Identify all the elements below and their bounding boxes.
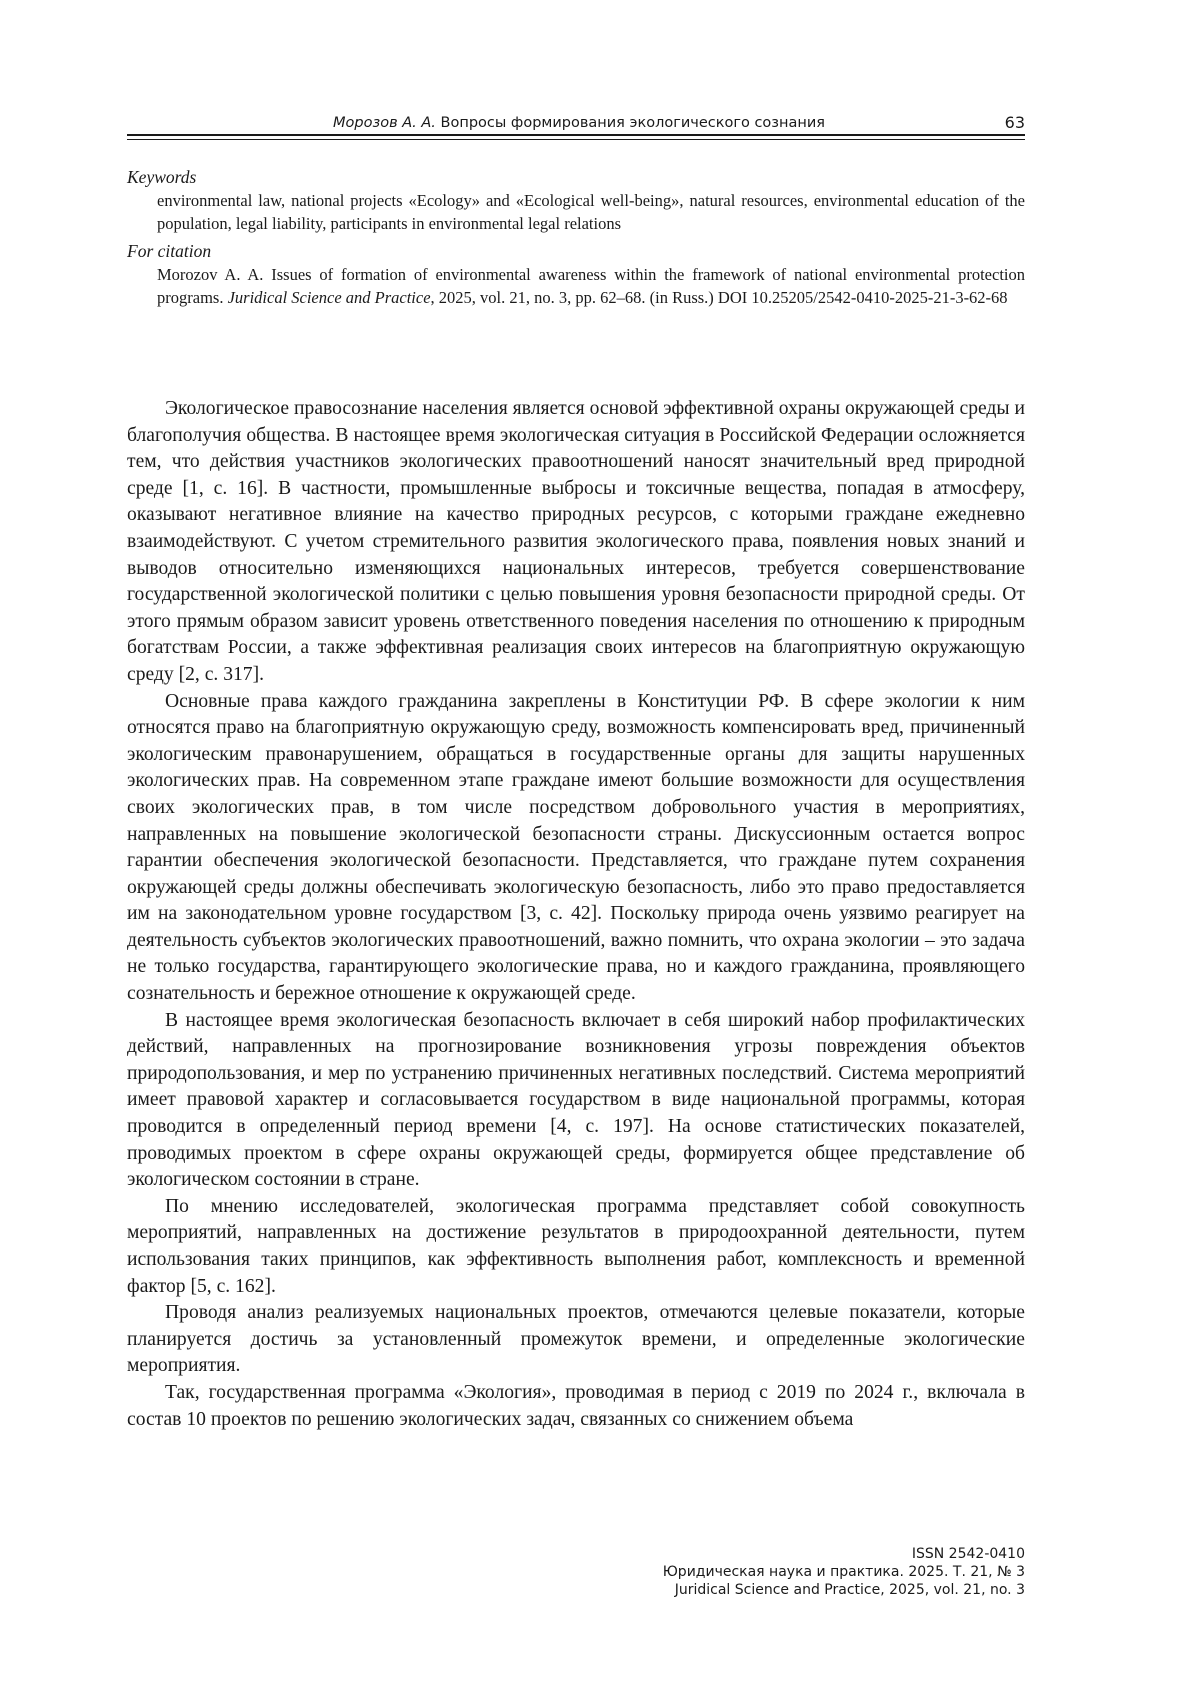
footer-journal-ru: Юридическая наука и практика. 2025. Т. 21, № 3 [662,1564,1025,1580]
citation-text [157,263,1025,309]
citation-authors-title: Morozov A. A. Issues of formation of environmental awareness within the framework of national environmental protection programs. [157,265,1025,307]
running-author: Морозов А. А. [333,115,436,131]
journal-page [127,0,1025,1698]
header-rule [127,134,1025,136]
page-number: 63 [1004,113,1025,132]
article-body [127,396,1025,1433]
body-paragraph: В настоящее время экологическая безопасность включает в себя широкий набор профилактических действий, направленных на прогнозирование возникновения угрозы повреждения объектов природопользования, и мер по устранению причиненных негативных последствий. Система мероприятий имеет правовой характер и согласовывается государством в виде национальной программы, которая проводится в определенный период времени [4, с. 197]. На основе статистических показателей, проводимых проектом в сфере охраны окружающей среды, формируется общее представление об экологическом состоянии в стране. [127,1009,1025,1191]
citation-details: , 2025, vol. 21, no. 3, pp. 62–68. (in Russ.) DOI 10.25205/2542-0410-2025-21-3-62-68 [430,288,1008,307]
body-paragraph: Экологическое правосознание населения является основой эффективной охраны окружающей среды и благополучия общества. В настоящее время экологическая ситуация в Российской Федерации осложняется тем, что действия участников экологических правоотношений наносят значительный вред природной среде [1, с. 16]. В частности, промышленные выбросы и токсичные вещества, попадая в атмосферу, оказывают негативное влияние на качество природных ресурсов, с которыми граждане ежедневно взаимодействуют. С учетом стремительного развития экологического права, появления новых знаний и выводов относительно изменяющихся национальных интересов, требуется совершенствование государственной экологической политики с целью повышения уровня безопасности природной среды. От этого прямым образом зависит уровень ответственного поведения населения по отношению к природным богатствам России, а также эффективная реализация своих интересов на благоприятную окружающую среду [2, с. 317]. [127,398,1025,685]
keywords-text: environmental law, national projects «Ecology» and «Ecological well-being», natural resources, environmental education of the population, legal liability, participants in environmental legal relations [157,191,1025,233]
page-footer [663,1545,1025,1599]
body-paragraph: Так, государственная программа «Экология», проводимая в период с 2019 по 2024 г., включала в состав 10 проектов по решению экологических задач, связанных со снижением объема [127,1381,1025,1430]
body-paragraph: Проводя анализ реализуемых национальных проектов, отмечаются целевые показатели, которые планируется достичь за установленный промежуток времени, и определенные экологические мероприятия. [127,1302,1025,1377]
running-article-title: Вопросы формирования экологического сознания [440,115,825,131]
keywords-label: Keywords [127,167,197,187]
body-paragraph: По мнению исследователей, экологическая программа представляет собой совокупность мероприятий, направленных на достижение результатов в природоохранной деятельности, путем использования таких принципов, как эффективность выполнения работ, комплексность и временной фактор [5, с. 162]. [127,1195,1025,1297]
citation-label: For citation [127,241,212,261]
running-title [333,115,825,131]
article-metadata [127,166,1025,314]
footer-journal-en: Juridical Science and Practice, 2025, vol. 21, no. 3 [674,1582,1025,1598]
citation-journal: Juridical Science and Practice [227,288,431,307]
footer-issn: ISSN 2542-0410 [911,1546,1025,1562]
header-rule-secondary [127,139,1025,140]
body-paragraph: Основные права каждого гражданина закреплены в Конституции РФ. В сфере экологии к ним относятся право на благоприятную окружающую среду, возможность компенсировать вред, причиненный экологическим правонарушением, обращаться в государственные органы для защиты нарушенных экологических прав. На современном этапе граждане имеют большие возможности для осуществления своих экологических прав, в том числе посредством добровольного участия в мероприятиях, направленных на повышение экологической безопасности страны. Дискуссионным остается вопрос гарантии обеспечения экологической безопасности. Представляется, что граждане путем сохранения окружающей среды должны обеспечивать экологическую безопасность, либо это право предоставляется им на законодательном уровне государством [3, с. 42]. Поскольку природа очень уязвимо реагирует на деятельность субъектов экологических правоотношений, важно помнить, что охрана экологии – это задача не только государства, гарантирующего экологические права, но и каждого гражданина, проявляющего сознательность и бережное отношение к окружающей среде. [127,690,1025,1005]
